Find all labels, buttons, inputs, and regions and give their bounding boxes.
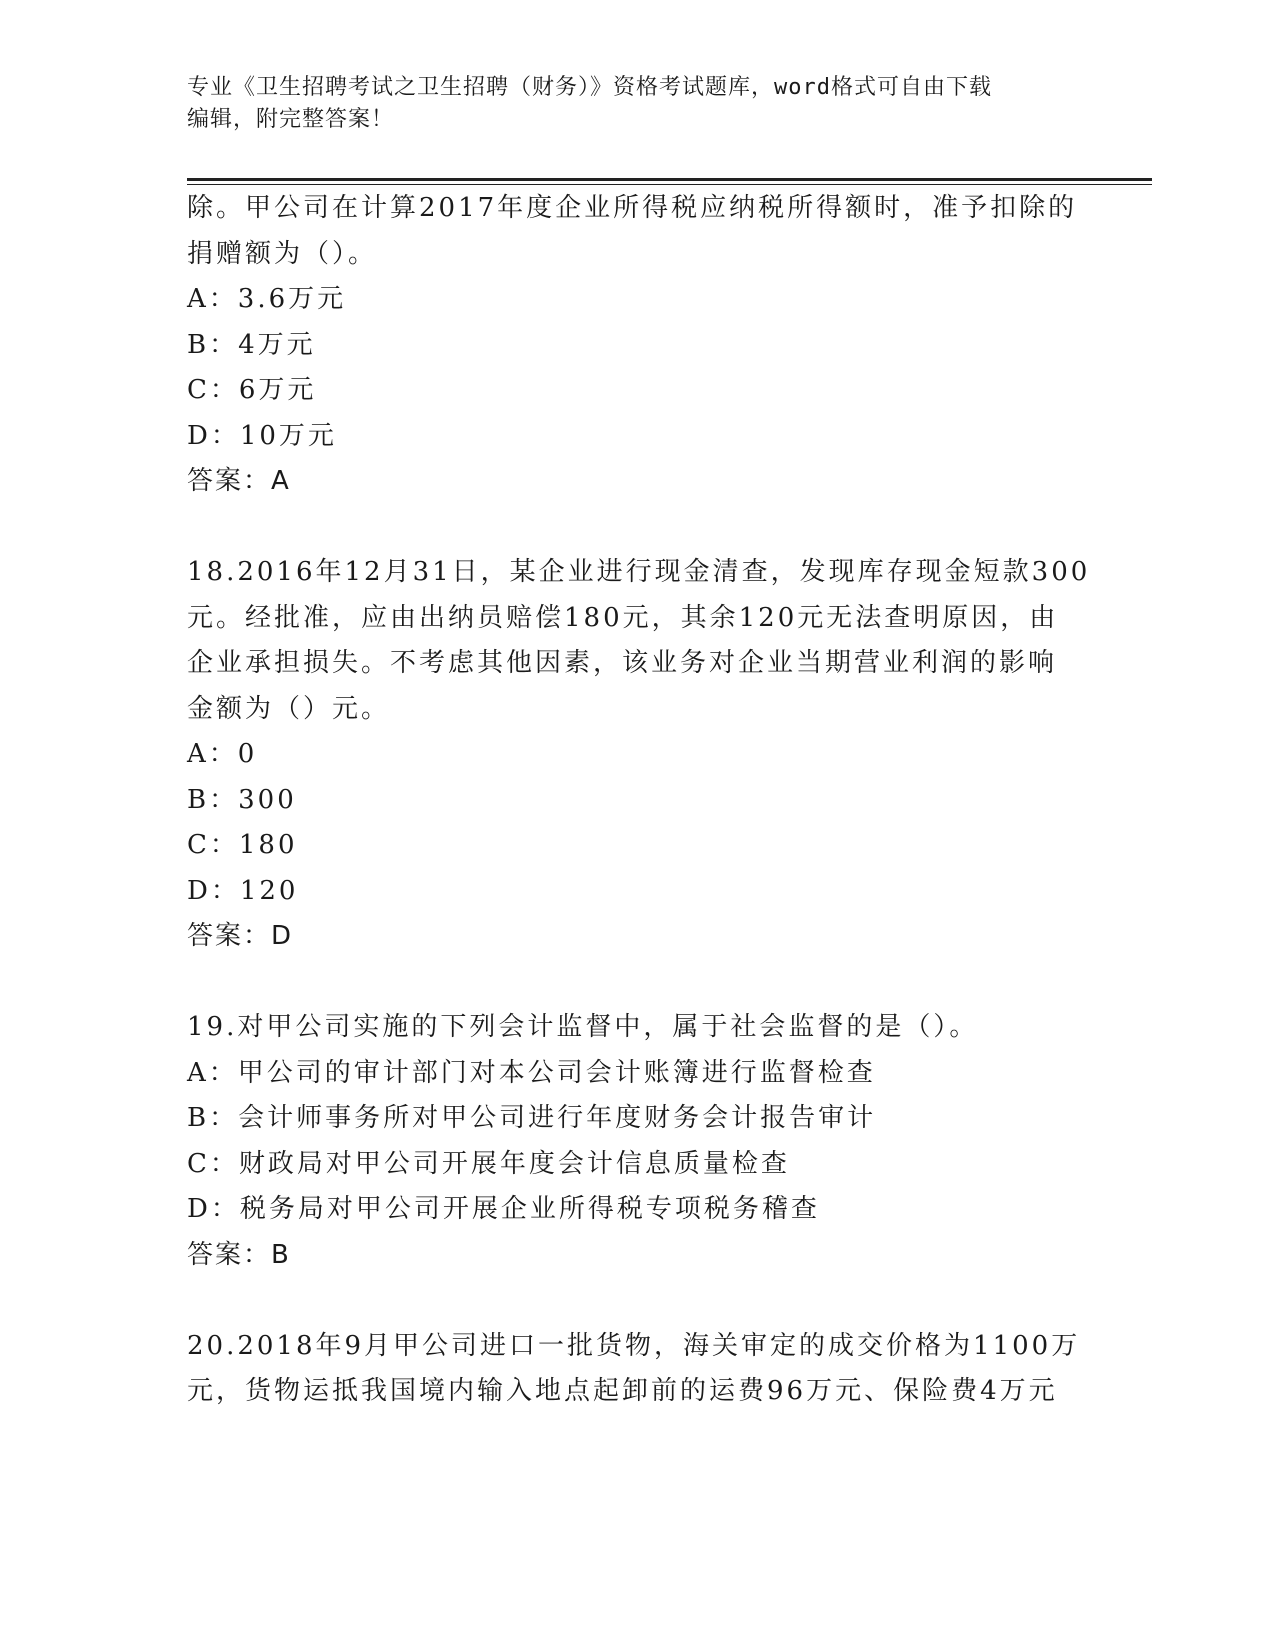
spacer xyxy=(187,960,1087,1006)
answer-line: 答案：B xyxy=(187,1239,291,1270)
question-19 xyxy=(187,1005,1087,1278)
question-text-line: 金额为（）元。 xyxy=(187,693,391,724)
option-b: B：4万元 xyxy=(187,329,316,360)
answer-line: 答案：D xyxy=(187,921,294,951)
question-text-line: 元。经批准，应由出纳员赔偿180元，其余120元无法查明原因，由 xyxy=(187,602,1059,633)
option-a: A：0 xyxy=(187,739,258,769)
question-text-line: 18.2016年12月31日，某企业进行现金清查，发现库存现金短款300 xyxy=(187,557,1091,587)
option-c: C：财政局对甲公司开展年度会计信息质量检查 xyxy=(187,1148,790,1179)
answer-line: 答案：A xyxy=(187,466,291,496)
question-18 xyxy=(187,550,1091,960)
question-text-line: 元，货物运抵我国境内输入地点起卸前的运费96万元、保险费4万元 xyxy=(187,1376,1058,1406)
option-d: D：税务局对甲公司开展企业所得税专项税务稽查 xyxy=(187,1194,820,1224)
question-17 xyxy=(187,186,1087,505)
spacer xyxy=(187,1278,1087,1324)
header-line-1: 专业《卫生招聘考试之卫生招聘（财务）》资格考试题库，word格式可自由下载 xyxy=(187,75,992,100)
option-c: C：6万元 xyxy=(187,375,317,405)
document-header xyxy=(187,72,1067,136)
option-d: D：120 xyxy=(187,875,299,906)
option-a: A：3.6万元 xyxy=(187,284,347,314)
header-divider-thin xyxy=(187,184,1152,185)
question-text-line: 20.2018年9月甲公司进口一批货物，海关审定的成交价格为1100万 xyxy=(187,1330,1081,1361)
header-line-2: 编辑，附完整答案！ xyxy=(187,107,395,132)
question-text-line: 企业承担损失。不考虑其他因素，该业务对企业当期营业利润的影响 xyxy=(187,648,1058,678)
question-content xyxy=(187,186,1091,1415)
question-20 xyxy=(187,1324,1087,1415)
question-text-line: 19.对甲公司实施的下列会计监督中，属于社会监督的是（）。 xyxy=(187,1012,979,1042)
option-d: D：10万元 xyxy=(187,420,337,451)
option-b: B：会计师事务所对甲公司进行年度财务会计报告审计 xyxy=(187,1103,877,1133)
header-divider-thick xyxy=(187,178,1152,181)
spacer xyxy=(187,505,1087,551)
option-b: B：300 xyxy=(187,784,297,815)
option-a: A：甲公司的审计部门对本公司会计账簿进行监督检查 xyxy=(187,1057,876,1088)
question-text-line: 捐赠额为（）。 xyxy=(187,238,378,269)
question-text-line: 除。甲公司在计算2017年度企业所得税应纳税所得额时，准予扣除的 xyxy=(187,193,1078,223)
option-c: C：180 xyxy=(187,830,298,860)
